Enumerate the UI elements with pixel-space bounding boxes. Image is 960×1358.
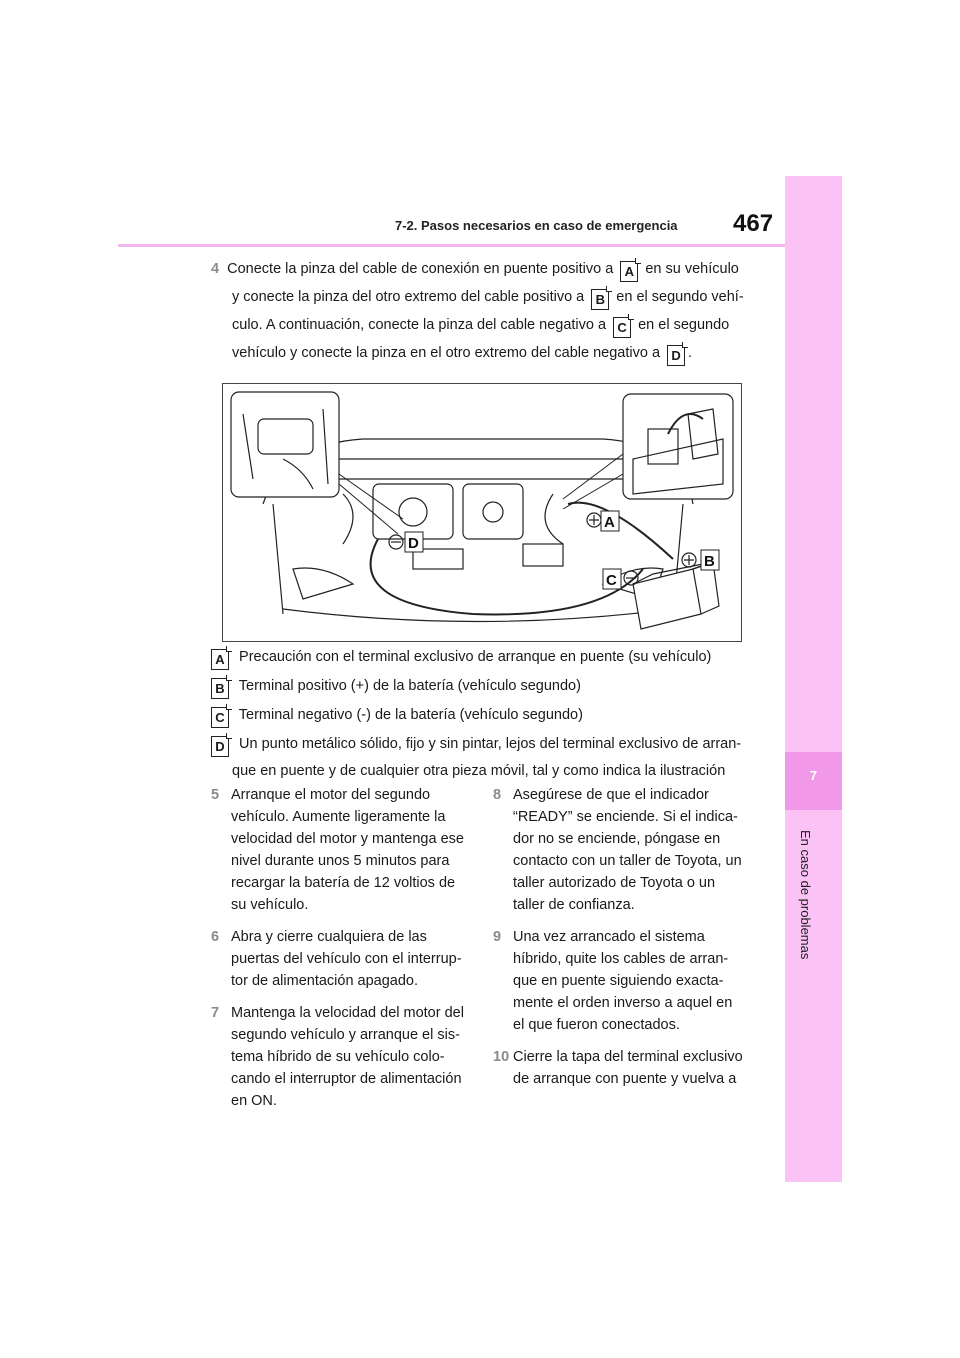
step-line: Una vez arrancado el sistema: [513, 929, 705, 945]
step-line: taller autorizado de Toyota o un: [513, 875, 716, 891]
figure-label-c: C: [606, 572, 617, 589]
step-line: puertas del vehículo con el interrup-: [231, 951, 462, 967]
step-8: [493, 784, 763, 916]
step-line: velocidad del motor y mantenga ese: [231, 831, 464, 847]
step-text: en el segundo vehí-: [616, 289, 744, 305]
step-text: y conecte la pinza del otro extremo del cable positivo a: [232, 289, 585, 305]
chapter-title: En caso de problemas: [798, 830, 813, 960]
step-line: taller de confianza.: [513, 897, 635, 913]
step-10: [493, 1046, 763, 1090]
key-c-icon: C: [211, 707, 229, 728]
step-line: su vehículo.: [231, 897, 309, 913]
key-d-icon: D: [211, 736, 229, 757]
engine-cap: [399, 498, 427, 526]
step-line: vehículo. Aumente ligeramente la: [231, 809, 446, 825]
bumper-outline: [283, 609, 673, 622]
radiator-support: [303, 459, 663, 479]
step-line: tema híbrido de su vehículo colo-: [231, 1049, 445, 1065]
step-line: el que fueron conectados.: [513, 1017, 680, 1033]
step-text: culo. A continuación, conecte la pinza del cable negativo a: [232, 317, 607, 333]
key-c-icon: C: [613, 317, 631, 338]
step-4-line-4: [211, 339, 771, 367]
steps-left-column: [211, 784, 481, 1122]
section-title: 7-2. Pasos necesarios en caso de emergencia: [395, 218, 678, 233]
legend-text: Terminal negativo (-) de la batería (vehículo segundo): [238, 707, 583, 723]
step-text: vehículo y conecte la pinza en el otro extremo del cable negativo a: [232, 345, 661, 361]
step-line: recargar la batería de 12 voltios de: [231, 875, 456, 891]
step-number: 10: [493, 1049, 510, 1065]
legend-item-c: [211, 702, 751, 729]
step-4-line-3: [211, 311, 771, 339]
battery: [633, 569, 701, 629]
legend-text: Terminal positivo (+) de la batería (vehículo segundo): [238, 678, 581, 694]
page-number: 467: [733, 210, 774, 237]
step-number: 9: [493, 929, 502, 945]
legend-item-d: [211, 731, 751, 758]
legend-text: Precaución con el terminal exclusivo de arranque en puente (su vehículo): [239, 649, 712, 665]
step-line: en ON.: [231, 1093, 277, 1109]
key-a-icon: A: [620, 261, 638, 282]
step-9: [493, 926, 763, 1036]
step-line: dor no se enciende, póngase en: [513, 831, 721, 847]
legend-item-b: [211, 673, 751, 700]
step-4-line-1: [211, 255, 771, 283]
key-b-icon: B: [211, 678, 229, 699]
step-5: [211, 784, 481, 916]
step-number: 5: [211, 787, 220, 803]
inset-leader-lines: [339, 454, 623, 534]
key-d-icon: D: [667, 345, 685, 366]
figure-label-b: B: [704, 553, 715, 570]
step-text: en su vehículo: [645, 261, 739, 277]
step-line: Cierre la tapa del terminal exclusivo: [513, 1049, 743, 1065]
step-line: que en puente siguiendo exacta-: [513, 973, 724, 989]
step-text: Conecte la pinza del cable de conexión en puente positivo a: [227, 261, 614, 277]
step-line: contacto con un taller de Toyota, un: [513, 853, 742, 869]
chapter-side-tab: [785, 176, 842, 1182]
step-line: Abra y cierre cualquiera de las: [231, 929, 427, 945]
step-number: 8: [493, 787, 502, 803]
key-b-icon: B: [591, 289, 609, 310]
step-line: segundo vehículo y arranque el sis-: [231, 1027, 460, 1043]
legend-text: que en puente y de cualquier otra pieza móvil, tal y como indica la ilustración: [232, 763, 726, 779]
step-line: Mantenga la velocidad del motor del: [231, 1005, 464, 1021]
step-number: 7: [211, 1005, 220, 1021]
step-line: de arranque con puente y vuelva a: [513, 1071, 737, 1087]
step-line: mente el orden inverso a aquel en: [513, 995, 733, 1011]
step-7: [211, 1002, 481, 1112]
step-line: cando el interruptor de alimentación: [231, 1071, 462, 1087]
step-line: Asegúrese de que el indicador: [513, 787, 709, 803]
chapter-number: 7: [809, 768, 818, 783]
steps-right-column: [493, 784, 763, 1100]
header-rule: [118, 244, 785, 247]
positive-cable: [568, 503, 673, 559]
engine-block: [463, 484, 523, 539]
engine-bay-drawing: [223, 384, 741, 641]
step-text: en el segundo: [638, 317, 730, 333]
legend-item-d-continued: [232, 758, 772, 785]
engine-cap: [483, 502, 503, 522]
legend-item-a: [211, 644, 751, 671]
step-line: tor de alimentación apagado.: [231, 973, 419, 989]
figure-label-a: A: [604, 514, 615, 531]
step-number: 4: [211, 261, 220, 277]
fender-outline: [273, 504, 683, 614]
engine-part: [523, 544, 563, 566]
step-line: Arranque el motor del segundo: [231, 787, 431, 803]
figure-label-d: D: [408, 535, 419, 552]
step-line: “READY” se enciende. Si el indica-: [513, 809, 738, 825]
step-number: 6: [211, 929, 220, 945]
step-6: [211, 926, 481, 992]
engine-block: [373, 484, 453, 539]
step-4: [211, 255, 771, 367]
key-a-icon: A: [211, 649, 229, 670]
step-4-line-2: [211, 283, 771, 311]
legend-text: Un punto metálico sólido, fijo y sin pintar, lejos del terminal exclusivo de arran-: [239, 736, 742, 752]
step-text: .: [688, 345, 693, 361]
step-line: híbrido, quite los cables de arran-: [513, 951, 729, 967]
jump-start-illustration: [222, 383, 742, 642]
step-line: nivel durante unos 5 minutos para: [231, 853, 450, 869]
